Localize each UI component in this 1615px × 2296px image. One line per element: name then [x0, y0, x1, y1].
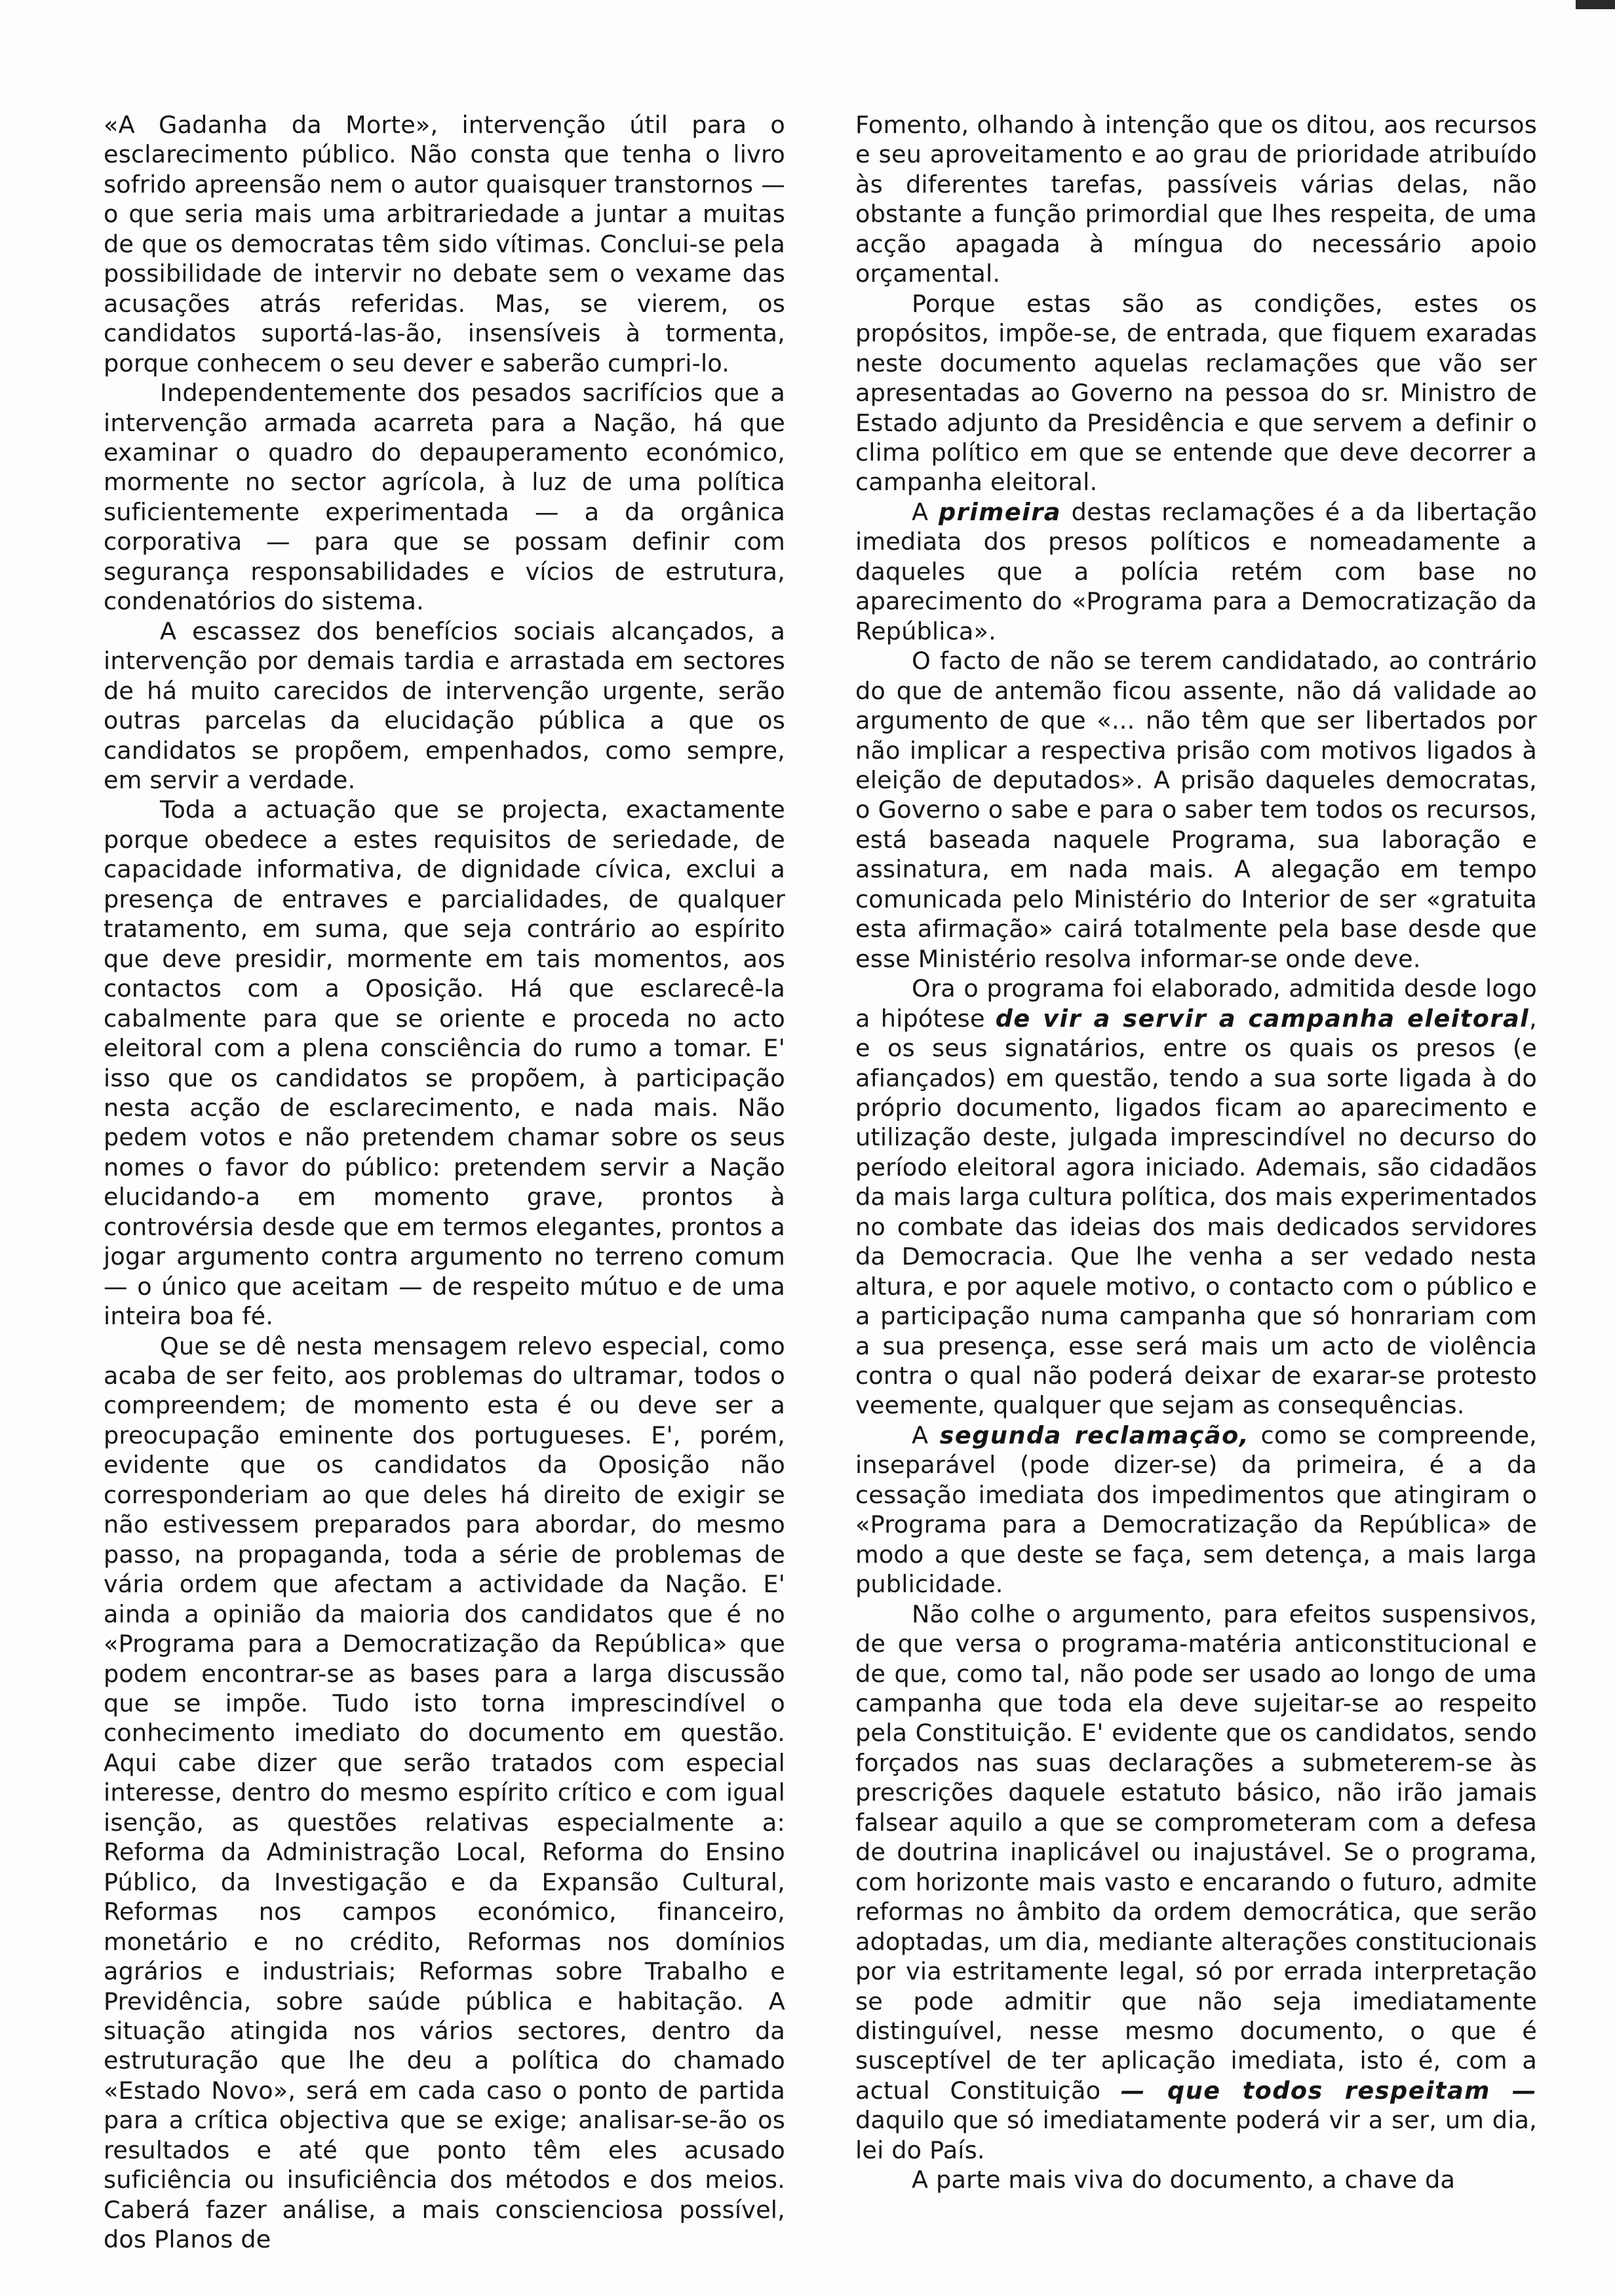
text-run: destas reclamações é a da libertação imediata dos presos políticos e nomeadamente a daqueles que a polícia retém com base no aparecimento do «Programa para a Democratização da República».: [855, 497, 1537, 645]
paragraph-constituicao: [855, 1599, 1537, 2166]
paragraph-segunda-reclamacao: [855, 1421, 1537, 1599]
page-corner-mark: [1576, 0, 1615, 9]
paragraph-campanha-eleitoral: [855, 974, 1537, 1421]
text-run: como se compreende, inseparável (pode dizer-se) da primeira, é a da cessação imediata dos impedimentos que atingiram o «Programa para a Democratização da República» de modo a que deste se faça, sem detença, a mais larga publicidade.: [855, 1421, 1537, 1599]
text-run: Não colhe o argumento, para efeitos suspensivos, de que versa o programa-matéria anticonstitucional e de que, como tal, não pode ser usado ao longo de uma campanha que toda ela deve sujeitar-se ao respeito pela Constituição. E' evidente que os candidatos, sendo forçados nas suas declarações a submeterem-se às prescrições daquele estatuto básico, não irão jamais falsear aquilo a que se comprometeram com a defesa de doutrina inaplicável ou inajustável. Se o programa, com horizonte mais vasto e encarando o futuro, admite reformas no âmbito da ordem democrática, que serão adoptadas, um dia, mediante alterações constitucionais por via estritamente legal, só por errada interpretação se pode admitir que não seja imediatamente distinguível, nesse mesmo documento, o que é susceptível de ter aplicação imediata, isto é, com a actual Constituição: [855, 1599, 1537, 2105]
text-run: A: [912, 497, 939, 526]
paragraph: Que se dê nesta mensagem relevo especial, como acaba de ser feito, aos problemas do ultramar, todos o compreendem; de momento esta é ou deve ser a preocupação eminente dos portugueses. E', porém, evidente que os candidatos da Oposição não corresponderiam ao que deles há direito de exigir se não estivessem preparados para abordar, do mesmo passo, na propaganda, toda a série de problemas de vária ordem que afectam a actividade da Nação. E' ainda a opinião da maioria dos candidatos que é no «Programa para a Democratização da República» que podem encontrar-se as bases para a larga discussão que se impõe. Tudo isto torna imprescindível o conhecimento imediato do documento em questão. Aqui cabe dizer que serão tratados com especial interesse, dentro do mesmo espírito crítico e com igual isenção, as questões relativas especialmente a: Reforma da Administração Local, Reforma do Ensino Público, da Investigação e da Expansão Cultural, Reformas nos campos económico, financeiro, monetário e no crédito, Reformas nos domínios agrários e industriais; Reformas sobre Trabalho e Previdência, sobre saúde pública e habitação. A situação atingida nos vários sectores, dentro da estruturação que lhe deu a política do chamado «Estado Novo», será em cada caso o ponto de partida para a crítica objectiva que se exige; analisar-se-ão os resultados e até que ponto têm eles acusado suficiência ou insuficiência dos métodos e dos meios. Caberá fazer análise, a mais conscienciosa possível, dos Planos de: [104, 1331, 785, 2254]
paragraph: A parte mais viva do documento, a chave da: [912, 2166, 1456, 2194]
text-run: A: [912, 1421, 940, 1449]
paragraph: Fomento, olhando à intenção que os ditou, aos recursos e seu aproveitamento e ao grau de prioridade atribuído às diferentes tarefas, passíveis várias delas, não obstante a função primordial que lhes respeita, de uma acção apagada à míngua do necessário apoio orçamental.: [855, 111, 1537, 288]
emphasis-text: segunda reclamação,: [939, 1421, 1250, 1449]
paragraph: Toda a actuação que se projecta, exactamente porque obedece a estes requisitos de seriedade, de capacidade informativa, de dignidade cívica, exclui a presença de entraves e parcialidades, de qualquer tratamento, em suma, que seja contrário ao espírito que deve presidir, mormente em tais momentos, aos contactos com a Oposição. Há que esclarecê-la cabalmente para que se oriente e proceda no acto eleitoral com a plena consciência do rumo a tomar. E' isso que os candidatos se propõem, à participação nesta acção de esclarecimento, e nada mais. Não pedem votos e não pretendem chamar sobre os seus nomes o favor do público: pretendem servir a Nação elucidando-a em momento grave, prontos à controvérsia desde que em termos elegantes, prontos a jogar argumento contra argumento no terreno comum — o único que aceitam — de respeito mútuo e de uma inteira boa fé.: [104, 795, 785, 1331]
left-column: [104, 110, 785, 2255]
paragraph: A escassez dos benefícios sociais alcançados, a intervenção por demais tardia e arrastada em sectores de há muito carecidos de intervenção urgente, serão outras parcelas da elucidação pública a que os candidatos se propõem, empenhados, como sempre, em servir a verdade.: [104, 617, 785, 794]
paragraph: «A Gadanha da Morte», intervenção útil para o esclarecimento público. Não consta que tenha o livro sofrido apreensão nem o autor quaisquer transtornos — o que seria mais uma arbitrariedade a juntar a muitas de que os democratas têm sido vítimas. Conclui-se pela possibilidade de intervir no debate sem o vexame das acusações atrás referidas. Mas, se vierem, os candidatos suportá-las-ão, insensíveis à tormenta, porque conhecem o seu dever e saberão cumpri-lo.: [104, 111, 785, 377]
paragraph: Porque estas são as condições, estes os propósitos, impõe-se, de entrada, que fiquem exaradas neste documento aquelas reclamações que vão ser apresentadas ao Governo na pessoa do sr. Ministro de Estado adjunto da Presidência e que servem a definir o clima político em que se entende que deve decorrer a campanha eleitoral.: [855, 289, 1537, 497]
emphasis-text: — que todos respeitam —: [1120, 2076, 1537, 2105]
text-run: daquilo que só imediatamente poderá vir a ser, um dia, lei do País.: [855, 2106, 1537, 2164]
emphasis-text: de vir a servir a campanha eleitoral: [995, 1004, 1530, 1033]
paragraph-primeira-reclamacao: [855, 497, 1537, 646]
emphasis-text: primeira: [938, 497, 1061, 526]
paragraph: Independentemente dos pesados sacrifícios que a intervenção armada acarreta para a Nação, há que examinar o quadro do depauperamento económico, mormente no sector agrícola, à luz de uma política suficientemente experimentada — a da orgânica corporativa — para que se possam definir com segurança responsabilidades e vícios de estrutura, condenatórios do sistema.: [104, 379, 785, 616]
text-run: , e os seus signatários, entre os quais os presos (e afiançados) em questão, tendo a sua sorte ligada à do próprio documento, ligados ficam ao aparecimento e utilização deste, julgada imprescindível no decurso do período eleitoral agora iniciado. Ademais, são cidadãos da mais larga cultura política, dos mais experimentados no combate das ideias dos mais dedicados servidores da Democracia. Que lhe venha a ser vedado nesta altura, e por aquele motivo, o contacto com o público e a participação numa campanha que só honrariam com a sua presença, esse será mais um acto de violência contra o qual não poderá deixar de exarar-se protesto veemente, qualquer que sejam as consequências.: [855, 1004, 1537, 1420]
right-column: [855, 110, 1537, 2195]
text-run: Ora o programa foi elaborado, admitida desde logo a hipótese: [855, 974, 1537, 1033]
paragraph: O facto de não se terem candidatado, ao contrário do que de antemão ficou assente, não dá validade ao argumento de que «... não têm que ser libertados por não implicar a respectiva prisão com motivos ligados à eleição de deputados». A prisão daqueles democratas, o Governo o sabe e para o saber tem todos os recursos, está baseada naquele Programa, sua laboração e assinatura, em nada mais. A alegação em tempo comunicada pelo Ministério do Interior de ser «gratuita esta afirmação» cairá totalmente pela base desde que esse Ministério resolva informar-se onde deve.: [855, 647, 1537, 973]
